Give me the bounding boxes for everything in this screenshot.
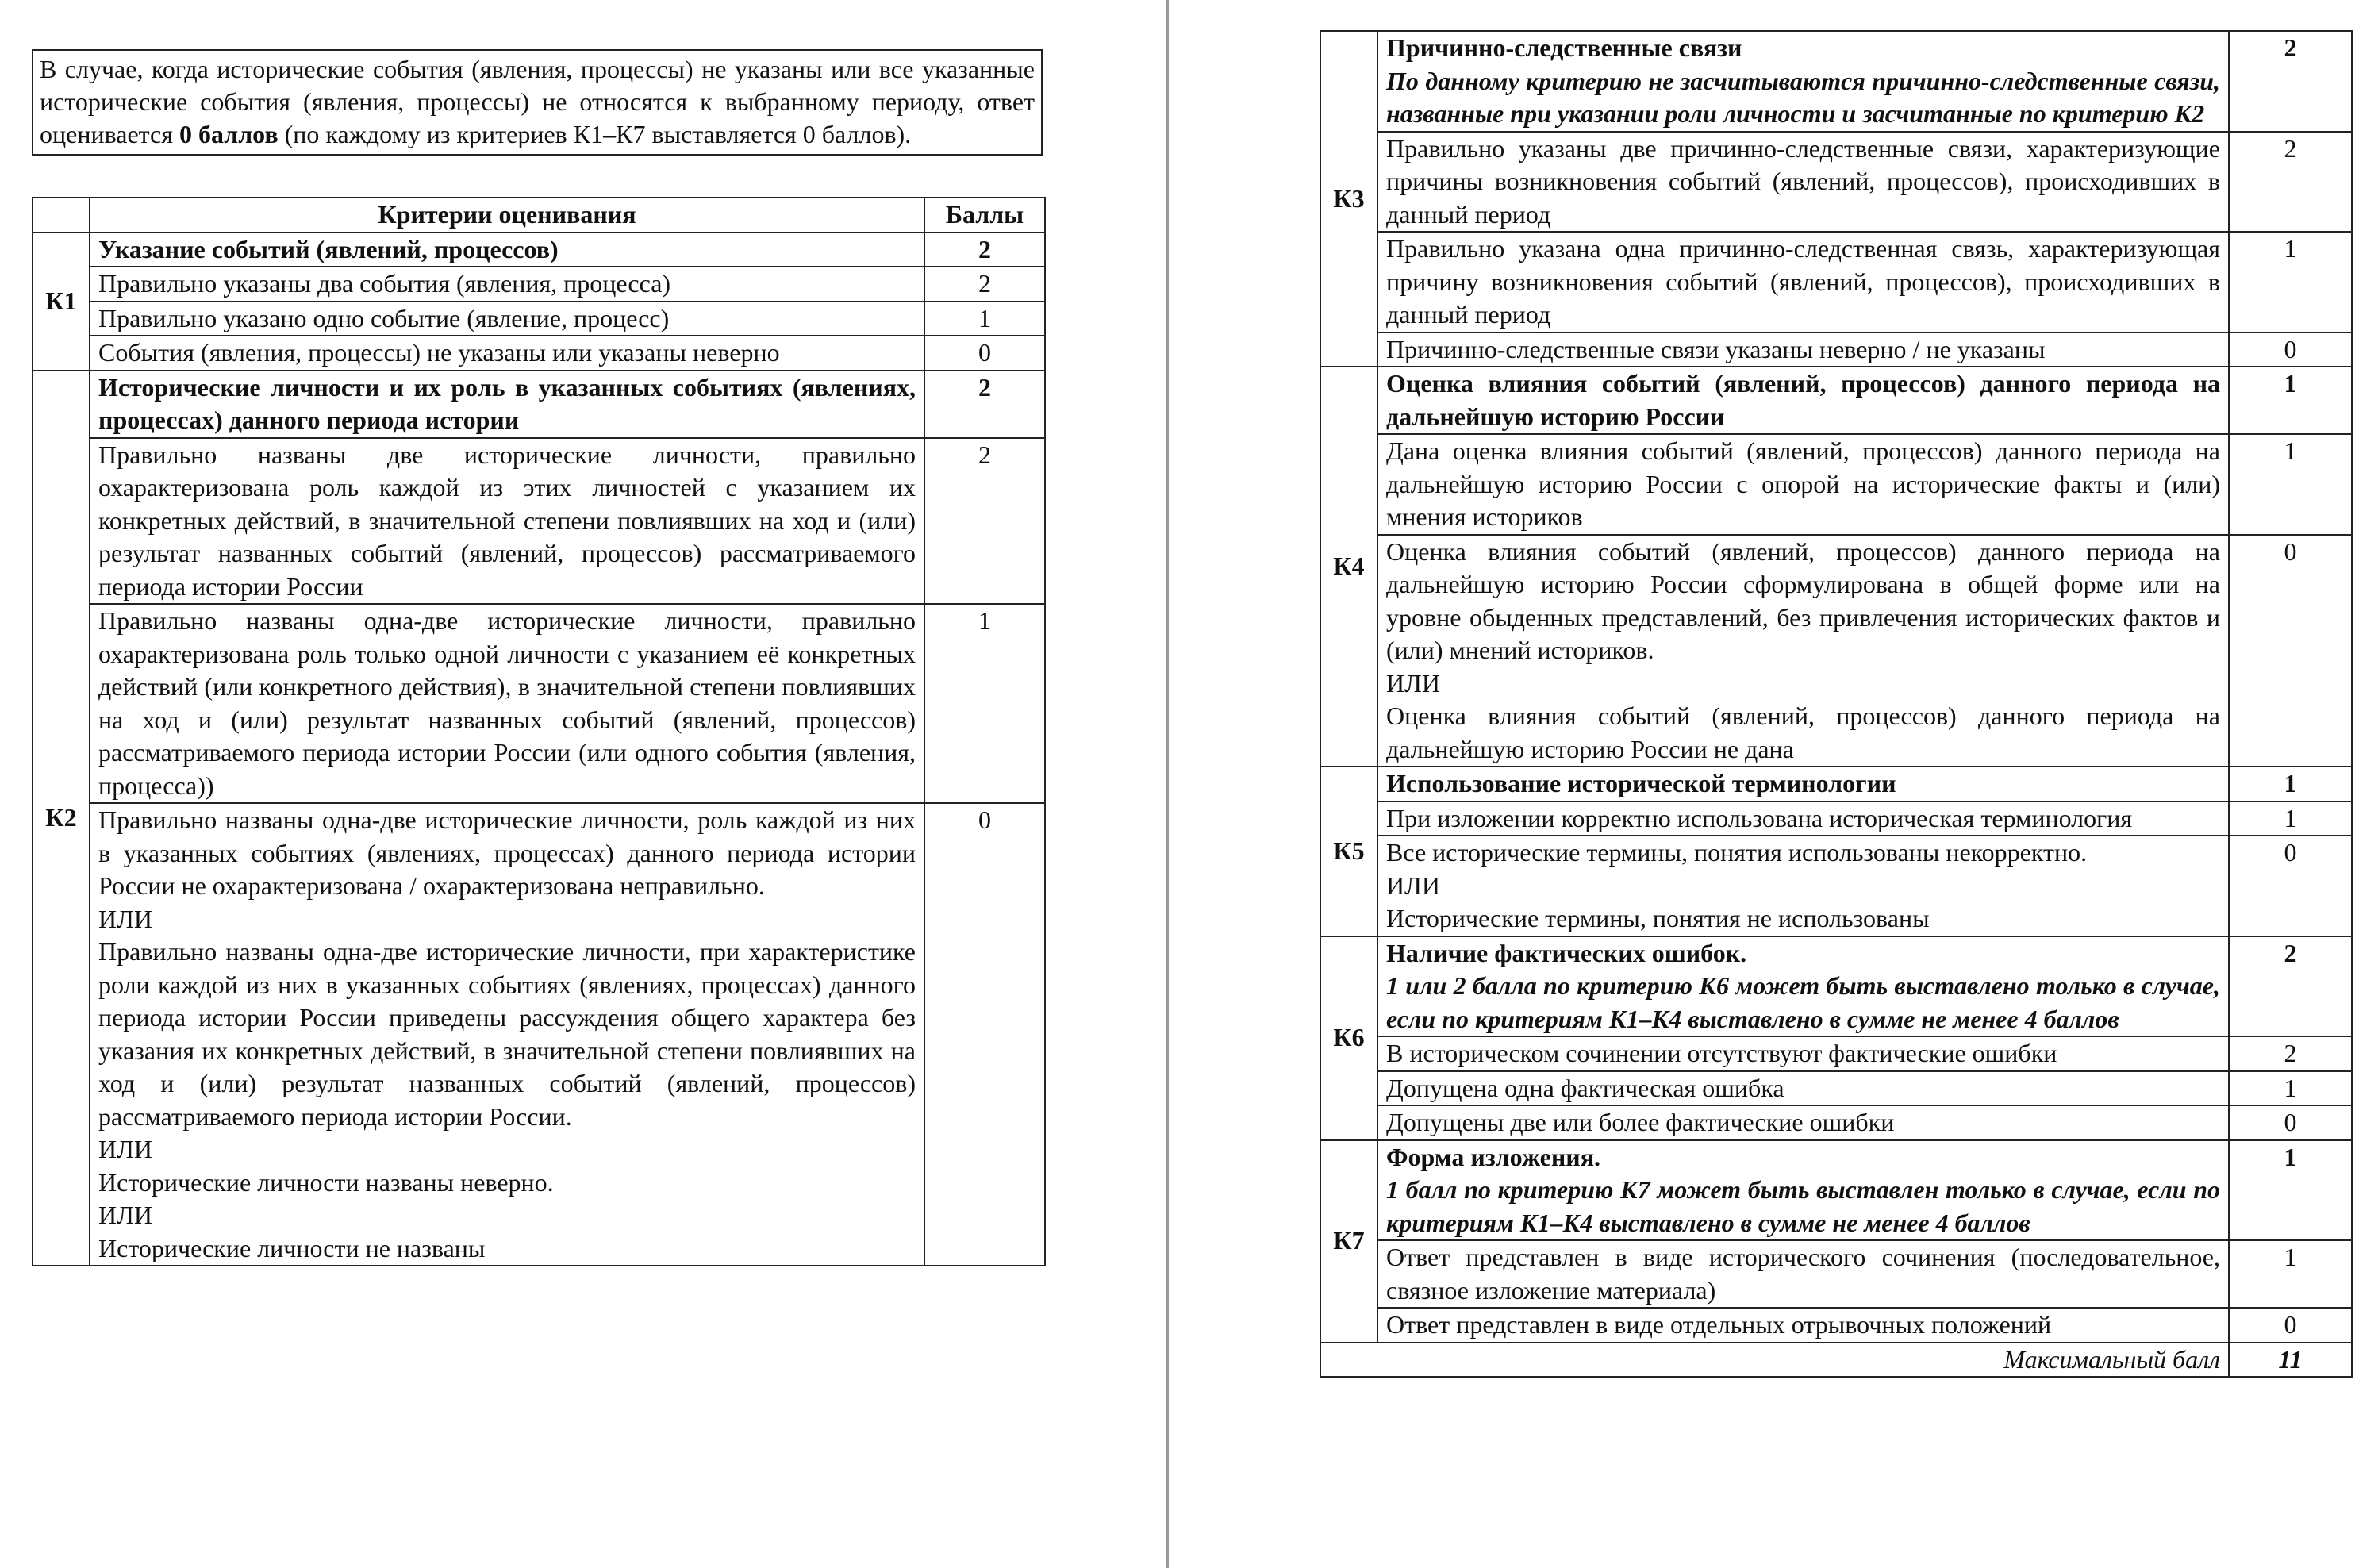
table-row: Все исторические термины, понятия использованы некорректно. ИЛИ Исторические термины, понятия не использованы 0 bbox=[1320, 836, 2352, 936]
zero-points-notice bbox=[32, 49, 1043, 156]
k6-code: К6 bbox=[1320, 936, 1377, 1140]
k2-title: Исторические личности и их роль в указанных событиях (явлениях, процессах) данного периода истории bbox=[90, 371, 924, 438]
k4-title-row bbox=[1320, 367, 2352, 434]
k2-zero-cell: Правильно названы одна-две исторические личности, роль каждой из них в указанных событиях (явлениях, процессах) данного периода истории России не охарактеризована / охарактеризована неправильно. ИЛИ Правильно названы одна-две исторические личности, при характеристике роли каждой из них в указанных событиях (явлениях, процессах) данного периода истории России приведены рассуждения общего характера без указания их конкретных действий, в значительной степени повлиявших на ход и (или) результат названных событий (явлений, процессов) рассматриваемого периода истории России. ИЛИ Исторические личности названы неверно. ИЛИ Исторические личности не названы bbox=[90, 803, 924, 1266]
k4-zero-cell: Оценка влияния событий (явлений, процессов) данного периода на дальнейшую историю России сформулирована в общей форме или на уровне обыденных представлений, без привлечения исторических фактов и (или) мнений историков. ИЛИ Оценка влияния событий (явлений, процессов) данного периода на дальнейшую историю России не дана bbox=[1377, 535, 2229, 767]
table-row: Правильно названы две исторические личности, правильно охарактеризована роль каждой из этих личностей с указанием их конкретных действий, в значительной степени повлиявших на ход и (или) результат названных событий (явлений, процессов) рассматриваемого периода истории России 2 bbox=[33, 438, 1045, 605]
k6-title-cell bbox=[1377, 936, 2229, 1037]
k4-code: К4 bbox=[1320, 367, 1377, 767]
k5-title-row bbox=[1320, 767, 2352, 801]
table-row: Причинно-следственные связи указаны неверно / не указаны 0 bbox=[1320, 332, 2352, 367]
table-row: Ответ представлен в виде отдельных отрывочных положений 0 bbox=[1320, 1308, 2352, 1343]
table-row: Правильно указана одна причинно-следственная связь, характеризующая причину возникновения событий (явлений, процессов), происходивших в данный период 1 bbox=[1320, 232, 2352, 332]
table-row: При изложении корректно использована историческая терминология 1 bbox=[1320, 801, 2352, 836]
k1-max: 2 bbox=[924, 233, 1045, 267]
k3-code: К3 bbox=[1320, 31, 1377, 367]
k6-title: Наличие фактических ошибок. bbox=[1386, 938, 1747, 967]
table-row: В историческом сочинении отсутствуют фактические ошибки 2 bbox=[1320, 1036, 2352, 1071]
k7-title-row bbox=[1320, 1140, 2352, 1241]
total-row bbox=[1320, 1343, 2352, 1378]
header-criteria: Критерии оценивания bbox=[90, 198, 924, 233]
table-row: Правильно указаны две причинно-следственные связи, характеризующие причины возникновения событий (явлений, процессов), происходивших в данный период 2 bbox=[1320, 132, 2352, 233]
k7-title: Форма изложения. bbox=[1386, 1142, 1600, 1171]
table-row: Правильно названы одна-две исторические личности, роль каждой из них в указанных событиях (явлениях, процессах) данного периода истории России не охарактеризована / охарактеризована неправильно. ИЛИ Правильно названы одна-две исторические личности, при характеристике роли каждой из них в указанных событиях (явлениях, процессах) данного периода истории России приведены рассуждения общего характера без указания их конкретных действий, в значительной степени повлиявших на ход и (или) результат названных событий (явлений, процессов) рассматриваемого периода истории России. ИЛИ Исторические личности названы неверно. ИЛИ Исторические личности не названы 0 bbox=[33, 803, 1045, 1266]
k2-code: К2 bbox=[33, 371, 90, 1266]
k1-title: Указание событий (явлений, процессов) bbox=[90, 233, 924, 267]
criteria-table-left bbox=[32, 197, 1046, 1266]
criteria-table-right bbox=[1320, 30, 2353, 1378]
k4-title: Оценка влияния событий (явлений, процессов) данного периода на дальнейшую историю России bbox=[1377, 367, 2229, 434]
k5-code: К5 bbox=[1320, 767, 1377, 936]
k3-note: По данному критерию не засчитываются причинно-следственные связи, названные при указании роли личности и засчитанные по критерию К2 bbox=[1386, 66, 2220, 128]
k3-title: Причинно-следственные связи bbox=[1386, 33, 1742, 62]
notice-bold: 0 баллов bbox=[179, 120, 279, 148]
page-left bbox=[0, 0, 1166, 1568]
table-row: События (явления, процессы) не указаны или указаны неверно 0 bbox=[33, 336, 1045, 371]
k3-max: 2 bbox=[2229, 31, 2352, 132]
table-row: Допущены две или более фактические ошибки 0 bbox=[1320, 1105, 2352, 1140]
k5-max: 1 bbox=[2229, 767, 2352, 801]
k6-max: 2 bbox=[2229, 936, 2352, 1037]
total-value: 11 bbox=[2229, 1343, 2352, 1378]
table-header-row bbox=[33, 198, 1045, 233]
k6-title-row bbox=[1320, 936, 2352, 1037]
k3-title-row bbox=[1320, 31, 2352, 132]
k7-max: 1 bbox=[2229, 1140, 2352, 1241]
notice-text: В случае, когда исторические события (явления, процессы) не указаны или все указанные исторические события (явления, процессы) не относятся к выбранному периоду, ответ оценивается bbox=[40, 55, 1035, 148]
total-label: Максимальный балл bbox=[1320, 1343, 2229, 1378]
table-row: Правильно указано одно событие (явление, процесс) 1 bbox=[33, 302, 1045, 336]
table-row: Дана оценка влияния событий (явлений, процессов) данного периода на дальнейшую историю России с опорой на исторические факты и (или) мнения историков 1 bbox=[1320, 434, 2352, 535]
header-blank bbox=[33, 198, 90, 233]
k7-note: 1 балл по критерию К7 может быть выставлен только в случае, если по критериям К1–К4 выставлено в сумме не менее 4 баллов bbox=[1386, 1175, 2220, 1237]
table-row: Правильно названы одна-две исторические личности, правильно охарактеризована роль только одной личности с указанием её конкретных действий (или конкретного действия), в значительной степени повлиявших на ход и (или) результат названных событий (явлений, процессов) рассматриваемого периода истории России (или одного события (явления, процесса)) 1 bbox=[33, 604, 1045, 803]
k1-title-row bbox=[33, 233, 1045, 267]
table-row: Допущена одна фактическая ошибка 1 bbox=[1320, 1071, 2352, 1106]
k7-code: К7 bbox=[1320, 1140, 1377, 1343]
page-divider bbox=[1166, 0, 1169, 1568]
notice-text-end: (по каждому из критериев К1–К7 выставляется 0 баллов). bbox=[278, 120, 912, 148]
header-points: Баллы bbox=[924, 198, 1045, 233]
k5-title: Использование исторической терминологии bbox=[1377, 767, 2229, 801]
k6-note: 1 или 2 балла по критерию К6 может быть выставлено только в случае, если по критериям К1–К4 выставлено в сумме не менее 4 баллов bbox=[1386, 971, 2220, 1033]
k2-max: 2 bbox=[924, 371, 1045, 438]
k7-title-cell bbox=[1377, 1140, 2229, 1241]
page-right bbox=[1171, 0, 2355, 1568]
k1-code: К1 bbox=[33, 233, 90, 371]
k5-zero-cell: Все исторические термины, понятия использованы некорректно. ИЛИ Исторические термины, понятия не использованы bbox=[1377, 836, 2229, 936]
table-row: Оценка влияния событий (явлений, процессов) данного периода на дальнейшую историю России сформулирована в общей форме или на уровне обыденных представлений, без привлечения исторических фактов и (или) мнений историков. ИЛИ Оценка влияния событий (явлений, процессов) данного периода на дальнейшую историю России не дана 0 bbox=[1320, 535, 2352, 767]
k2-title-row bbox=[33, 371, 1045, 438]
k3-title-cell bbox=[1377, 31, 2229, 132]
table-row: Ответ представлен в виде исторического сочинения (последовательное, связное изложение материала) 1 bbox=[1320, 1240, 2352, 1308]
table-row: Правильно указаны два события (явления, процесса) 2 bbox=[33, 267, 1045, 302]
k4-max: 1 bbox=[2229, 367, 2352, 434]
